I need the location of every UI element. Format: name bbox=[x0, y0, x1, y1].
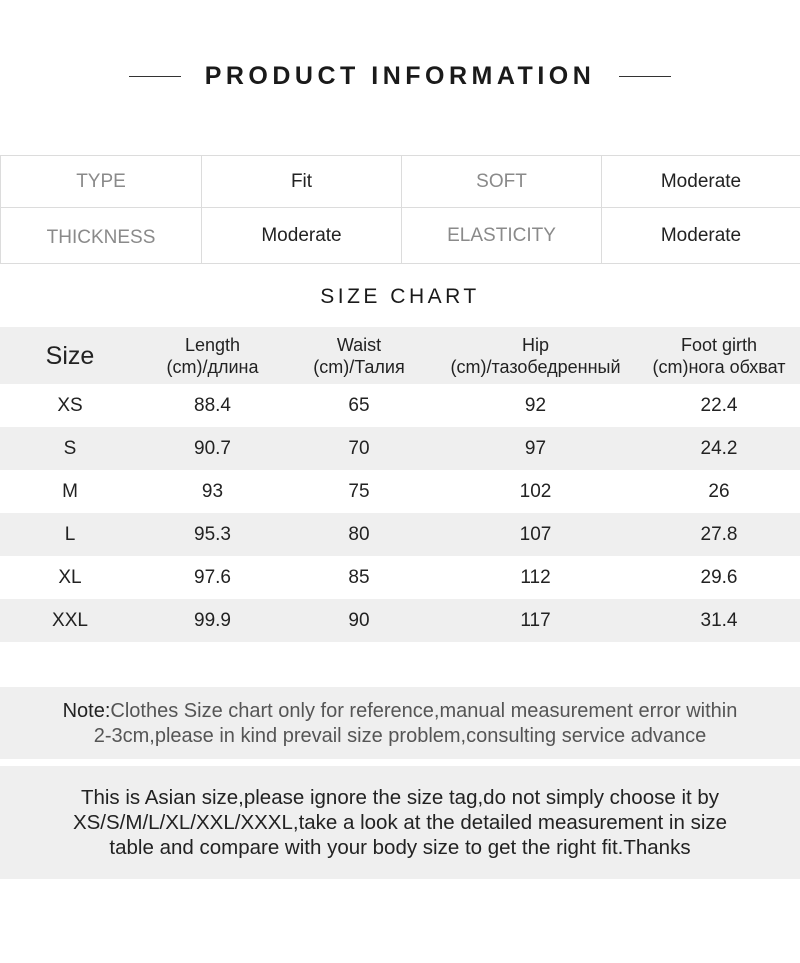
product-info-table bbox=[0, 155, 800, 264]
info-label-thickness: THICKNESS bbox=[1, 208, 202, 264]
header-foot-girth-line2: (cm)нога обхват bbox=[652, 356, 786, 377]
cell-hip: 97 bbox=[433, 427, 638, 470]
cell-foot-girth: 27.8 bbox=[638, 513, 800, 556]
cell-hip: 102 bbox=[519, 480, 552, 502]
cell-size: XL bbox=[58, 566, 82, 588]
size-row-xxl bbox=[0, 599, 800, 642]
header-size-label: Size bbox=[45, 341, 95, 370]
cell-hip: 117 bbox=[433, 599, 638, 642]
header-foot-girth-line1: Foot girth bbox=[680, 334, 758, 355]
cell-hip: 112 bbox=[520, 566, 551, 588]
header-foot-girth bbox=[638, 327, 800, 384]
info-value-thickness: Moderate bbox=[202, 208, 402, 264]
size-row-m bbox=[0, 470, 800, 513]
cell-size: XS bbox=[57, 394, 83, 416]
size-row-s bbox=[0, 427, 800, 470]
size-chart-title: SIZE CHART bbox=[320, 285, 480, 308]
asian-notice-line3: table and compare with your body size to get the right fit.Thanks bbox=[109, 836, 691, 859]
cell-hip: 107 bbox=[433, 513, 638, 556]
size-chart-header-row bbox=[0, 327, 800, 384]
page-title: PRODUCT INFORMATION bbox=[204, 61, 596, 90]
cell-length: 88.4 bbox=[194, 394, 231, 416]
measurement-note bbox=[0, 687, 800, 759]
cell-waist: 65 bbox=[348, 394, 370, 416]
cell-foot-girth: 22.4 bbox=[700, 394, 738, 416]
header-length-line1: Length bbox=[184, 334, 241, 355]
header-length-line2: (cm)/длина bbox=[166, 356, 259, 377]
page-header bbox=[0, 58, 800, 94]
cell-waist: 70 bbox=[285, 427, 433, 470]
cell-foot-girth: 26 bbox=[708, 480, 730, 502]
cell-hip: 92 bbox=[524, 394, 547, 416]
cell-foot-girth: 31.4 bbox=[638, 599, 800, 642]
cell-size: L bbox=[0, 513, 140, 556]
cell-foot-girth: 24.2 bbox=[638, 427, 800, 470]
asian-notice-line2: XS/S/M/L/XL/XXL/XXXL,take a look at the detailed measurement in size bbox=[72, 811, 728, 834]
cell-size: XXL bbox=[0, 599, 140, 642]
size-row-xs bbox=[0, 384, 800, 427]
header-waist-line2: (cm)/Талия bbox=[313, 356, 405, 377]
cell-waist: 90 bbox=[285, 599, 433, 642]
info-value-type: Fit bbox=[202, 156, 402, 208]
note-text-line1: Clothes Size chart only for reference,manual measurement error within bbox=[110, 700, 738, 722]
header-hip-line2: (cm)/тазобедренный bbox=[450, 356, 621, 377]
cell-waist: 75 bbox=[348, 480, 370, 502]
cell-length: 93 bbox=[201, 480, 224, 502]
product-info-row bbox=[1, 208, 800, 264]
cell-length: 95.3 bbox=[140, 513, 285, 556]
header-size bbox=[0, 327, 140, 384]
size-row-xl bbox=[0, 556, 800, 599]
info-value-soft: Moderate bbox=[602, 156, 800, 208]
title-left-line bbox=[129, 76, 181, 77]
cell-length: 99.9 bbox=[140, 599, 285, 642]
asian-notice-line1: This is Asian size,please ignore the size tag,do not simply choose it by bbox=[80, 786, 720, 809]
note-text-line2: 2-3cm,please in kind prevail size problem,consulting service advance bbox=[93, 725, 707, 747]
size-row-l bbox=[0, 513, 800, 556]
size-chart-table bbox=[0, 327, 800, 642]
cell-length: 90.7 bbox=[140, 427, 285, 470]
info-value-elasticity: Moderate bbox=[602, 208, 800, 264]
header-waist bbox=[285, 327, 433, 384]
asian-size-notice bbox=[0, 766, 800, 879]
product-info-row bbox=[1, 156, 800, 208]
info-label-type: TYPE bbox=[1, 156, 202, 208]
note-line1 bbox=[63, 699, 738, 724]
cell-waist: 85 bbox=[348, 566, 370, 588]
cell-waist: 80 bbox=[285, 513, 433, 556]
cell-size: M bbox=[62, 480, 78, 502]
header-hip bbox=[433, 327, 638, 384]
header-length bbox=[140, 327, 285, 384]
info-label-soft: SOFT bbox=[402, 156, 602, 208]
title-right-line bbox=[619, 76, 671, 77]
cell-length: 97.6 bbox=[194, 566, 231, 588]
header-waist-line1: Waist bbox=[336, 334, 382, 355]
cell-size: S bbox=[0, 427, 140, 470]
header-hip-line1: Hip bbox=[521, 334, 549, 355]
cell-foot-girth: 29.6 bbox=[700, 566, 738, 588]
info-label-elasticity: ELASTICITY bbox=[402, 208, 602, 264]
note-label: Note: bbox=[62, 700, 111, 722]
